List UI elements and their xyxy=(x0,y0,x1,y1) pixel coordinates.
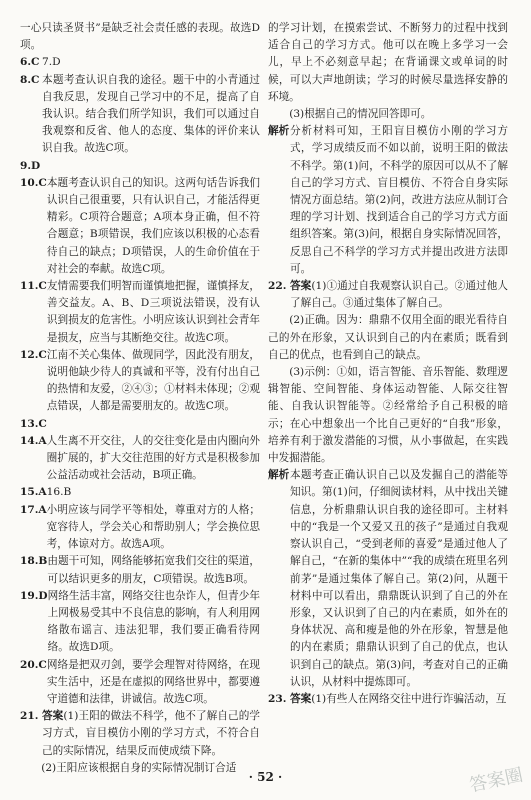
item-body xyxy=(290,278,508,312)
left-column xyxy=(20,20,260,777)
item-body xyxy=(290,123,508,278)
answer-item xyxy=(20,54,260,71)
item-body xyxy=(47,433,260,485)
item-number: 12.C xyxy=(20,348,47,361)
item-text: 友情需要我们明智而谨慎地把握，谨慎择友，善交益友。A、B、D三项说法错误，没有认识到损友的危害性。小明应该认识到社会青年是损友，应当与其断绝交往。故选C项。 xyxy=(46,280,260,344)
item-number: 20.C xyxy=(20,658,47,671)
item-body xyxy=(290,691,508,708)
item-body xyxy=(48,588,260,657)
item-number: 18.B xyxy=(20,555,48,568)
item-body xyxy=(42,708,260,760)
item-body xyxy=(42,54,260,71)
item-text: 网络生活丰富，网络交往也杂诈人，但青少年上网极易受其中不良信息的影响，有人利用网络散布谣言、违法犯罪，我们要正确看待网络。故选D项。 xyxy=(47,589,260,654)
answer-item xyxy=(20,502,260,554)
item-text: 本题考查认识自己的知识。这两句话告诉我们认识自己很重要，只有认识自己，才能活得更精彩。C项符合题意；A项本身正确，但不符合题意；B项错误，我们应该以积极的心态看待自己的缺点；D项错误，人的生命价值在于对社会的奉献。故选C项。 xyxy=(46,176,260,275)
paragraph: (2)王阳应该根据自身的实际情况制订合适 xyxy=(41,761,237,774)
page-number: · 52 · xyxy=(248,770,283,784)
right-column xyxy=(268,20,508,708)
item-text: 由题干可知，网络能够拓宽我们交往的渠道，可以结识更多的朋友，C项错误。故选B项。 xyxy=(47,555,260,585)
item-body xyxy=(290,467,508,691)
paragraph: (2)正确。因为：鼎鼎不仅用全面的眼光看待自己的外在形象，又认识到自己的内在素质；既看到自己的优点，也看到自己的缺点。 xyxy=(268,314,508,361)
item-number: 13.C xyxy=(20,417,47,430)
item-body xyxy=(47,416,260,433)
answer-item xyxy=(20,657,260,709)
answer-item xyxy=(20,553,260,587)
answer-label: 答案 xyxy=(290,280,312,293)
answer-item xyxy=(268,123,508,278)
paragraph: 一心只读圣贤书”是缺乏社会责任感的表现。故选D项。 xyxy=(20,22,260,52)
item-body xyxy=(47,484,260,501)
paragraph: 的学习计划，在摸索尝试、不断努力的过程中找到适合自己的学习方式。他可以在晚上多学习一会儿，早上不必刻意早起；在背诵课文或单词的时候，可以大声地朗读；学习的时候尽量选择安静的环境。 xyxy=(268,22,508,103)
item-text: 16.B xyxy=(46,486,72,499)
item-text: 江南不关心集体、做现同学，因此没有朋友，说明他缺少待人的真诚和平等，没有付出自己的热情和友爱，②④③；①材料未体现；②观点错误，人都是需要朋友的。故选C项。 xyxy=(46,348,260,413)
item-text: (1)王阳的做法不科学，他不了解自己的学习方式，盲目模仿小刚的学习方式，不符合自己的实际情况，结果反而使成绩下降。 xyxy=(42,710,260,757)
item-number: 8.C xyxy=(20,73,40,86)
item-body xyxy=(47,175,260,278)
answer-item xyxy=(20,416,260,433)
answer-item xyxy=(20,708,260,760)
item-body xyxy=(47,278,260,347)
item-number: 9.D xyxy=(20,159,41,172)
item-body xyxy=(47,553,260,587)
item-text: 小明应该与同学平等相处，尊重对方的人格；宽容待人，学会关心和帮助别人；学会换位思考，体谅对方。故选A项。 xyxy=(46,503,260,551)
answer-item xyxy=(268,467,508,691)
paragraph: (3)根据自己的情况回答即可。 xyxy=(289,108,432,121)
item-body xyxy=(47,657,260,709)
item-number: 21. xyxy=(20,710,39,723)
item-text: 本题考查正确认识自己以及发掘自己的潜能等知识。第(1)问，仔细阅读材料，从中找出关键信息，分析鼎鼎认识自我的途径即可。主材料中的“我是一个又爱又丑的孩子”是通过自我观察认识自己，“受到老师的喜爱”是通过他人了解自己，“在新的集体中”“我的成绩在班里名列前茅”是通过集体了解自己。第(2)问，从题干材料中可以看出，鼎鼎既认识到了自己的外在形象，又认识到了自己的内在素质，如外在的身体状况、高和瘦是他的外在形象，智慧是他的内在素质；鼎鼎认识到了自己的优点，也认识到自己的缺点。第(3)问，考查对自己的正确认识，从材料中提炼即可。 xyxy=(290,469,508,688)
answer-item xyxy=(20,175,260,278)
answer-item xyxy=(20,72,260,158)
item-text: 本题考查认识自我的途径。题干中的小青通过自我反思，发现自己学习中的不足，提高了自我认识。结合我们所学知识，我们可以通过自我观察和反省、他人的态度、集体的评价来认识自我。故选C项。 xyxy=(42,73,260,155)
item-text: (1)①通过自我观察认识自己。②通过他人了解自己。③通过集体了解自己。 xyxy=(290,280,508,310)
answer-item xyxy=(20,278,260,347)
item-text: (1)有些人在网络交往中进行诈骗活动，互 xyxy=(311,692,507,705)
item-number: 17.A xyxy=(20,503,47,516)
watermark-logo: 答案圈 xyxy=(467,764,525,797)
answer-item xyxy=(20,433,260,485)
item-number: 15.A xyxy=(20,486,47,499)
item-number: 19.D xyxy=(20,589,48,602)
item-body xyxy=(42,72,260,158)
item-text: 人生离不开交往，人的交往变化是由内圈向外圈扩展的，扩大交往范围的好方式是积极参加公益活动或社会活动，B项正确。 xyxy=(46,434,260,482)
item-text: 7.D xyxy=(42,56,61,69)
item-text: 网络是把双刃剑，要学会理智对待网络，在现实生活中，还是在虚拟的网络世界中，都要遵守道德和法律，讲诚信。故选C项。 xyxy=(46,658,260,705)
item-number: 14.A xyxy=(20,434,47,447)
item-number: 11.C xyxy=(20,280,47,293)
item-number: 23. xyxy=(268,692,287,705)
answer-item xyxy=(20,158,260,175)
answer-label: 答案 xyxy=(290,692,312,705)
answer-item xyxy=(20,588,260,657)
item-number: 解析 xyxy=(268,125,290,138)
paragraph: (3)示例：①如，语言智能、音乐智能、数理逻辑智能、空间智能、身体运动智能、人际交往智能、自我认识智能等。②经常给予自己积极的暗示；在心中想象出一个比自己更好的“自我”形象，培养有利于激发潜能的习惯，从小事做起，在实践中发掘潜能。 xyxy=(268,366,508,465)
answer-item xyxy=(20,484,260,501)
item-number: 解析 xyxy=(268,469,290,482)
answer-item xyxy=(20,347,260,416)
answer-item xyxy=(268,691,508,708)
answer-item xyxy=(268,278,508,312)
item-body xyxy=(47,347,260,416)
item-number: 10.C xyxy=(20,176,47,189)
item-number: 6.C xyxy=(20,56,40,69)
item-text: 分析材料可知，王阳盲目模仿小刚的学习方式，学习成绩反而不如以前，说明王阳的做法不科学。第(1)问，不科学的原因可以从不了解自己的学习方式、盲目模仿、不符合自身实际情况方面总结。第(2)问，改进方法应从制订合理的学习计划、找到适合自己的学习方式方面组织答案。第(3)问，根据自身实际情况回答，反思自己不科学的学习方式并提出改进方法即可。 xyxy=(290,125,508,275)
item-number: 22. xyxy=(268,280,287,293)
item-body xyxy=(42,158,260,175)
answer-label: 答案 xyxy=(42,710,64,723)
item-body xyxy=(47,502,260,554)
